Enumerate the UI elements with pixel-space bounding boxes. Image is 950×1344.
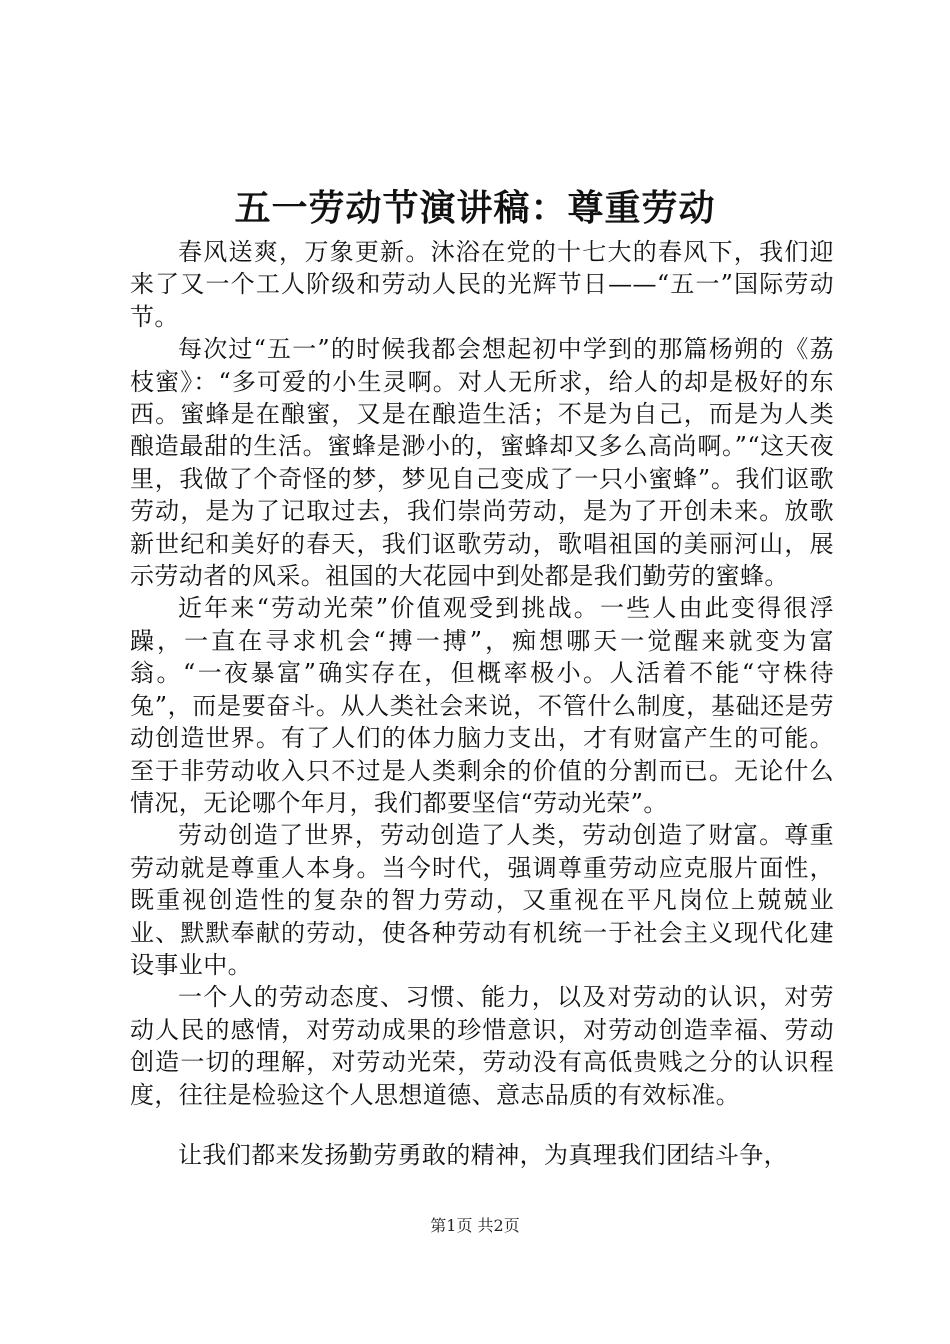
- paragraph-5: 一个人的劳动态度、习惯、能力，以及对劳动的认识，对劳动人民的感情，对劳动成果的珍惜意识，对劳动创造幸福、劳动创造一切的理解，对劳动光荣，劳动没有高低贵贱之分的认识程度，往往是检验这个人思想道德、意志品质的有效标准。: [130, 983, 834, 1109]
- paragraph-6: 让我们都来发扬勤劳勇敢的精神，为真理我们团结斗争，: [178, 1140, 788, 1169]
- page-footer: 第1页 共2页: [430, 1216, 520, 1235]
- document-body: [130, 236, 834, 1171]
- paragraph-2: 每次过“五一”的时候我都会想起初中学到的那篇杨朔的《荔枝蜜》：“多可爱的小生灵啊。对人无所求，给人的却是极好的东西。蜜蜂是在酿蜜，又是在酿造生活；不是为自己，而是为人类酿造最甜的生活。蜜蜂是渺小的，蜜蜂却又多么高尚啊。”“这天夜里，我做了个奇怪的梦，梦见自己变成了一只小蜜蜂”。我们讴歌劳动，是为了记取过去，我们崇尚劳动，是为了开创未来。放歌新世纪和美好的春天，我们讴歌劳动，歌唱祖国的美丽河山，展示劳动者的风采。祖国的大花园中到处都是我们勤劳的蜜蜂。: [130, 335, 834, 591]
- paragraph-1: 春风送爽，万象更新。沐浴在党的十七大的春风下，我们迎来了又一个工人阶级和劳动人民的光辉节日——“五一”国际劳动节。: [130, 238, 834, 331]
- paragraph-4: 劳动创造了世界，劳动创造了人类，劳动创造了财富。尊重劳动就是尊重人本身。当今时代，强调尊重劳动应克服片面性，既重视创造性的复杂的智力劳动，又重视在平凡岗位上兢兢业业、默默奉献的劳动，使各种劳动有机统一于社会主义现代化建设事业中。: [130, 821, 834, 979]
- paragraph-3: 近年来“劳动光荣”价值观受到挑战。一些人由此变得很浮躁，一直在寻求机会“搏一搏”，痴想哪天一觉醒来就变为富翁。“一夜暴富”确实存在，但概率极小。人活着不能“守株待兔”，而是要奋斗。从人类社会来说，不管什么制度，基础还是劳动创造世界。有了人们的体力脑力支出，才有财富产生的可能。至于非劳动收入只不过是人类剩余的价值的分割而已。无论什么情况，无论哪个年月，我们都要坚信“劳动光荣”。: [130, 594, 834, 817]
- document-title: 五一劳动节演讲稿：尊重劳动: [234, 187, 716, 229]
